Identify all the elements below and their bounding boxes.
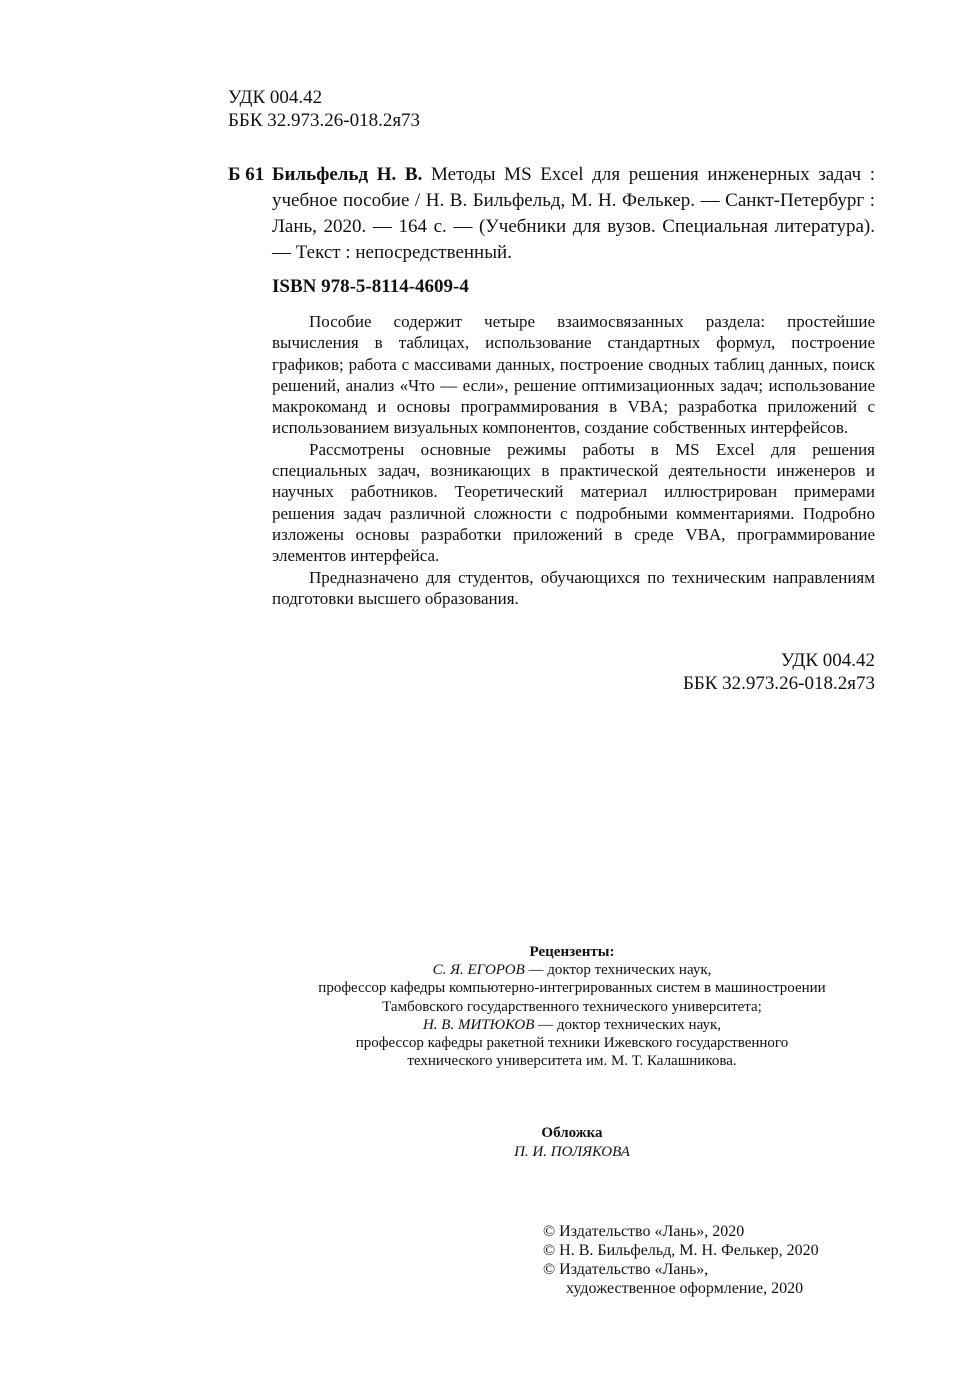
annotation-paragraph: Пособие содержит четыре взаимосвязанных раздела: простейшие вычисления в таблицах, использование стандартных формул, построение графиков; работа с массивами данных, построение сводных таблиц данных, поиск решений, анализ «Что — если», решение оптимизационных задач; использование макрокоманд и основы программирования в VBA; разработка приложений с использованием визуальных компонентов, создание собственных интерфейсов.	[272, 312, 875, 438]
cover-designer: П. И. ПОЛЯКОВА	[514, 1143, 630, 1160]
bibliographic-record	[272, 162, 875, 266]
classification-codes-bottom	[683, 649, 875, 695]
reviewer-2-position: профессор кафедры ракетной техники Ижевского государственного	[355, 1035, 789, 1052]
author-sign: Б 61	[228, 164, 265, 185]
bib-author: Бильфельд Н. В.	[272, 164, 423, 185]
copyright-line: © Издательство «Лань», 2020	[543, 1223, 745, 1240]
reviewer-name: Н. В. МИТЮКОВ	[422, 1016, 535, 1033]
reviewer-1-affiliation: Тамбовского государственного технического университета;	[382, 998, 762, 1015]
reviewer-degree: — доктор технических наук,	[524, 962, 712, 979]
reviewers-block	[200, 943, 944, 1070]
udk-code: УДК 004.42	[228, 87, 323, 108]
cover-credit	[200, 1124, 944, 1161]
copyright-block	[543, 1222, 819, 1298]
bib-description: Методы MS Excel для решения инженерных задач : учебное пособие / Н. В. Бильфельд, М. Н. Фелькер. — Санкт-Петербург : Лань, 2020. — 164 с. — (Учебники для вузов. Специальная литература). — Текст : непосредственный.	[272, 164, 876, 263]
copyright-line: © Издательство «Лань»,	[543, 1261, 709, 1278]
bbk-code: ББК 32.973.26-018.2я73	[228, 110, 421, 131]
annotation-paragraph: Предназначено для студентов, обучающихся по техническим направлениям подготовки высшего образования.	[272, 567, 875, 608]
reviewer-2-affiliation: технического университета им. М. Т. Калашникова.	[407, 1053, 737, 1070]
annotation	[272, 311, 875, 609]
copyright-line: художественное оформление, 2020	[566, 1280, 804, 1297]
reviewer-degree: — доктор технических наук,	[534, 1016, 722, 1033]
isbn: ISBN 978-5-8114-4609-4	[272, 276, 469, 297]
reviewer-1	[200, 961, 944, 979]
reviewer-1-position: профессор кафедры компьютерно-интегрированных систем в машиностроении	[318, 980, 826, 997]
bbk-code: ББК 32.973.26-018.2я73	[682, 673, 875, 694]
reviewer-2	[200, 1016, 944, 1034]
reviewers-heading: Рецензенты:	[529, 944, 615, 960]
annotation-paragraph: Рассмотрены основные режимы работы в MS Excel для решения специальных задач, возникающих в практической деятельности инженеров и научных работников. Теоретический материал иллюстрирован примерами решения задач различной сложности с подробными комментариями. Подробно изложены основы разработки приложений в среде VBA, программирование элементов интерфейса.	[272, 439, 875, 566]
reviewer-name: С. Я. ЕГОРОВ	[432, 962, 525, 979]
cover-heading: Обложка	[541, 1125, 603, 1141]
copyright-line: © Н. В. Бильфельд, М. Н. Фелькер, 2020	[543, 1242, 819, 1259]
udk-code: УДК 004.42	[780, 650, 875, 671]
classification-codes-top	[228, 86, 420, 132]
